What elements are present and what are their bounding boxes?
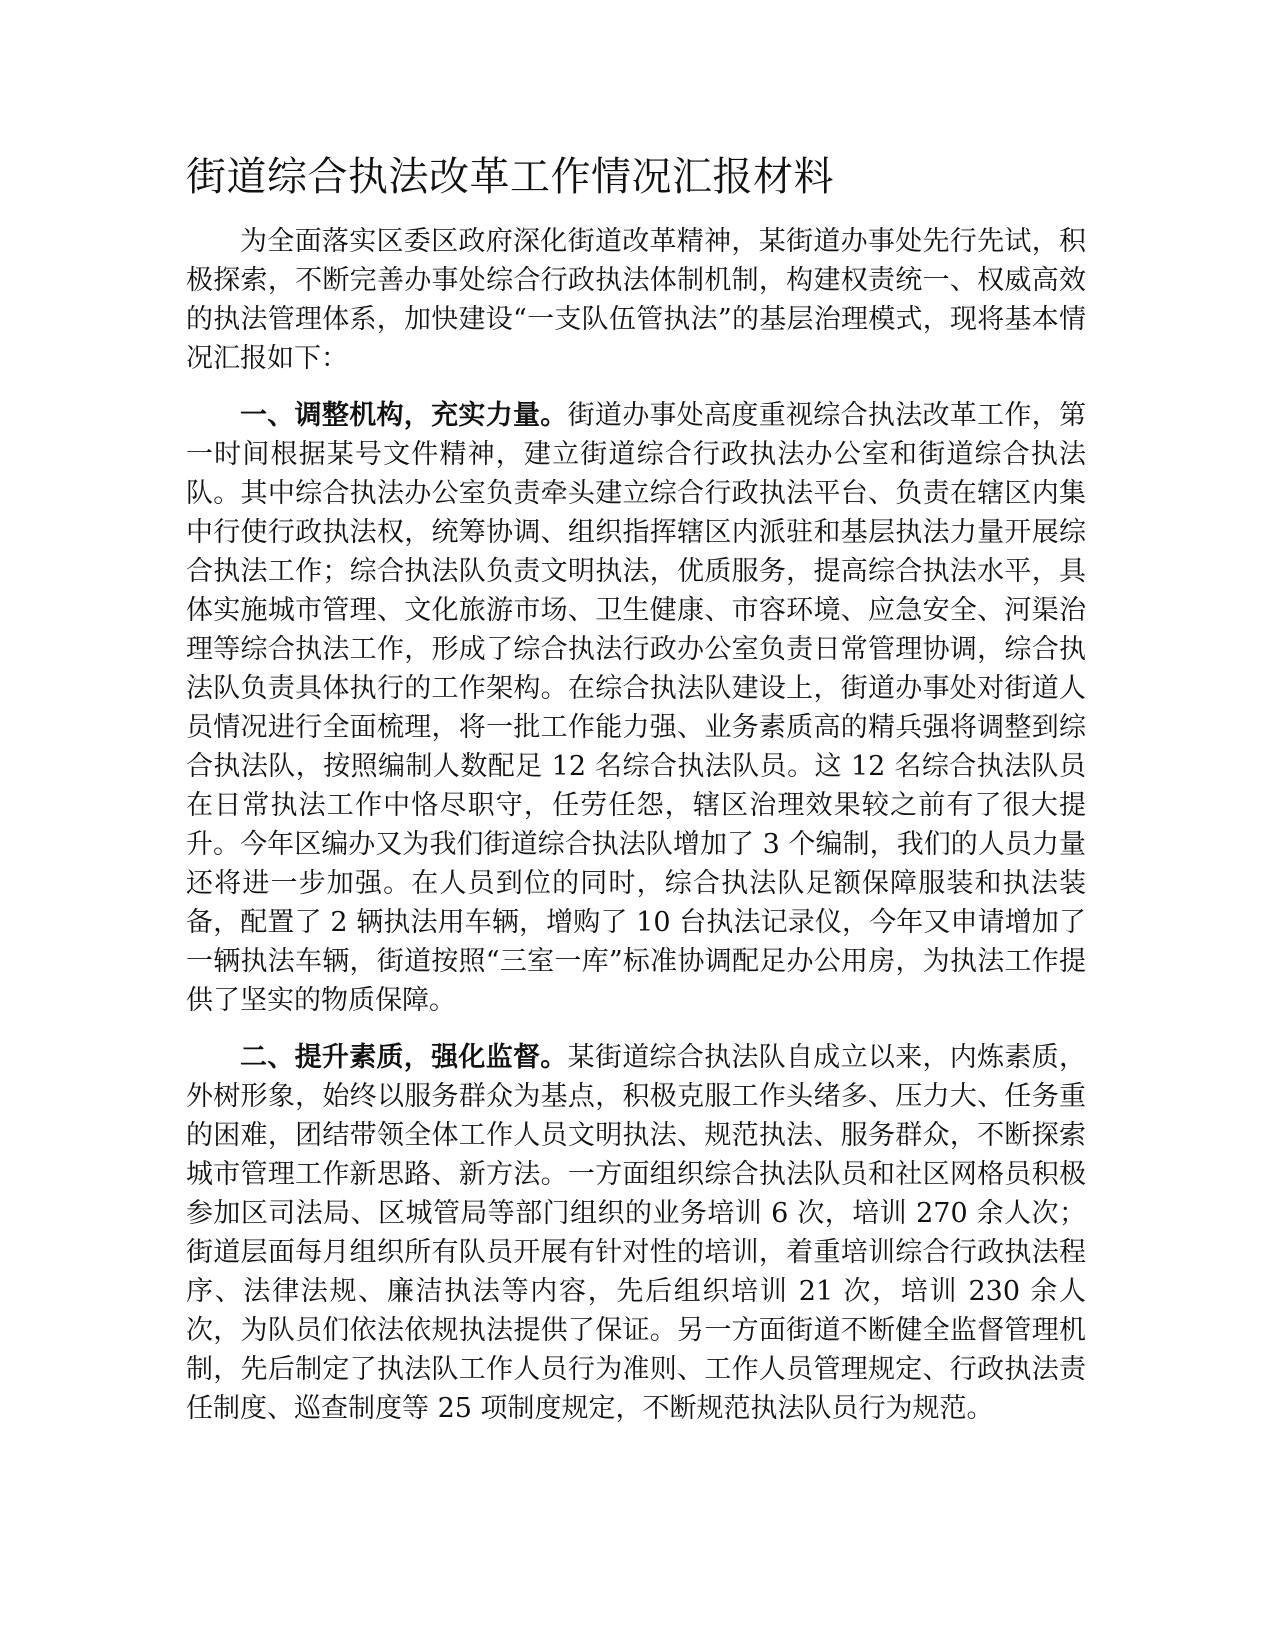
section-two-heading: 二、提升素质，强化监督。: [240, 1042, 568, 1073]
section-one-paragraph: [186, 396, 1086, 1020]
document-title: 街道综合执法改革工作情况汇报材料: [186, 154, 834, 200]
section-two-paragraph: [186, 1038, 1086, 1428]
section-one-body: 街道办事处高度重视综合执法改革工作，第一时间根据某号文件精神，建立街道综合行政执法办公室和街道综合执法队。其中综合执法办公室负责牵头建立综合行政执法平台、负责在辖区内集中行使行政执法权，统筹协调、组织指挥辖区内派驻和基层执法力量开展综合执法工作；综合执法队负责文明执法，优质服务，提高综合执法水平，具体实施城市管理、文化旅游市场、卫生健康、市容环境、应急安全、河渠治理等综合执法工作，形成了综合执法行政办公室负责日常管理协调，综合执法队负责具体执行的工作架构。在综合执法队建设上，街道办事处对街道人员情况进行全面梳理，将一批工作能力强、业务素质高的精兵强将调整到综合执法队，按照编制人数配足 12 名综合执法队员。这 12 名综合执法队员在日常执法工作中恪尽职守，任劳任怨，辖区治理效果较之前有了很大提升。今年区编办又为我们街道综合执法队增加了 3 个编制，我们的人员力量还将进一步加强。在人员到位的同时，综合执法队足额保障服装和执法装备，配置了 2 辆执法用车辆，增购了 10 台执法记录仪，今年又申请增加了一辆执法车辆，街道按照“三室一库”标准协调配足办公用房，为执法工作提供了坚实的物质保障。: [186, 400, 1087, 1016]
document-page: [186, 150, 1086, 1446]
section-two-body: 某街道综合执法队自成立以来，内炼素质，外树形象，始终以服务群众为基点，积极克服工作头绪多、压力大、任务重的困难，团结带领全体工作人员文明执法、规范执法、服务群众，不断探索城市管理工作新思路、新方法。一方面组织综合执法队员和社区网格员积极参加区司法局、区城管局等部门组织的业务培训 6 次，培训 270 余人次；街道层面每月组织所有队员开展有针对性的培训，着重培训综合行政执法程序、法律法规、廉洁执法等内容，先后组织培训 21 次，培训 230 余人次，为队员们依法依规执法提供了保证。另一方面街道不断健全监督管理机制，先后制定了执法队工作人员行为准则、工作人员管理规定、行政执法责任制度、巡查制度等 25 项制度规定，不断规范执法队员行为规范。: [186, 1042, 1087, 1424]
intro-paragraph: 为全面落实区委区政府深化街道改革精神，某街道办事处先行先试，积极探索，不断完善办事处综合行政执法体制机制，构建权责统一、权威高效的执法管理体系，加快建设“一支队伍管执法”的基层治理模式，现将基本情况汇报如下：: [186, 226, 1086, 374]
section-one-heading: 一、调整机构，充实力量。: [240, 400, 568, 431]
